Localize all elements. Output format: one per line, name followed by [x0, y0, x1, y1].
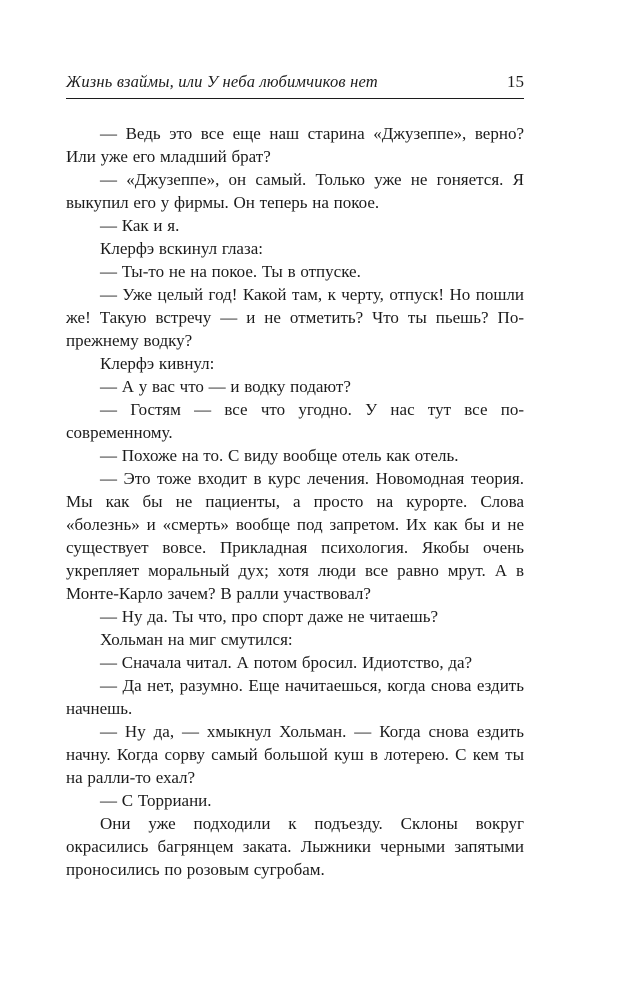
- paragraph: — Ведь это все еще наш старина «Джузеппе», верно? Или уже его младший брат?: [66, 124, 524, 166]
- paragraph: Они уже подходили к подъезду. Склоны вокруг окрасились багрянцем заката. Лыжники черными запятыми проносились по розовым сугробам.: [66, 814, 524, 879]
- page-content: [66, 72, 524, 881]
- paragraph: — Ну да, — хмыкнул Хольман. — Когда снова ездить начну. Когда сорву самый большой куш в лотерею. С кем ты на ралли-то ехал?: [66, 722, 524, 787]
- paragraph: — Похоже на то. С виду вообще отель как отель.: [100, 446, 459, 465]
- paragraph: — Это тоже входит в курс лечения. Новомодная теория. Мы как бы не пациенты, а просто на курорте. Слова «болезнь» и «смерть» вообще под запретом. Их как бы и не существует вовсе. Прикладная психология. Якобы очень укрепляет моральный дух; хотя люди все равно мрут. А в Монте-Карло зачем? В ралли участвовал?: [66, 469, 524, 603]
- paragraph: — Уже целый год! Какой там, к черту, отпуск! Но пошли же! Такую встречу — и не отметить? Что ты пьешь? По-прежнему водку?: [66, 285, 524, 350]
- paragraph: Клерфэ вскинул глаза:: [100, 239, 263, 258]
- paragraph: Хольман на миг смутился:: [100, 630, 293, 649]
- paragraph: — Сначала читал. А потом бросил. Идиотство, да?: [100, 653, 473, 672]
- paragraph: Клерфэ кивнул:: [100, 354, 215, 373]
- page-body: [66, 122, 524, 881]
- paragraph: — А у вас что — и водку подают?: [100, 377, 351, 396]
- paragraph: — «Джузеппе», он самый. Только уже не гоняется. Я выкупил его у фирмы. Он теперь на покое.: [66, 170, 524, 212]
- page-number: 15: [507, 72, 524, 91]
- running-header: [66, 72, 524, 92]
- header-rule: [66, 98, 524, 99]
- paragraph: — С Торриани.: [100, 791, 212, 810]
- paragraph: — Гостям — все что угодно. У нас тут все по-современному.: [66, 400, 524, 442]
- paragraph: — Ты-то не на покое. Ты в отпуске.: [100, 262, 361, 281]
- paragraph: — Ну да. Ты что, про спорт даже не читаешь?: [100, 607, 439, 626]
- paragraph: — Да нет, разумно. Еще начитаешься, когда снова ездить начнешь.: [66, 676, 524, 718]
- paragraph: — Как и я.: [100, 216, 180, 235]
- running-title: Жизнь взаймы, или У неба любимчиков нет: [66, 72, 378, 91]
